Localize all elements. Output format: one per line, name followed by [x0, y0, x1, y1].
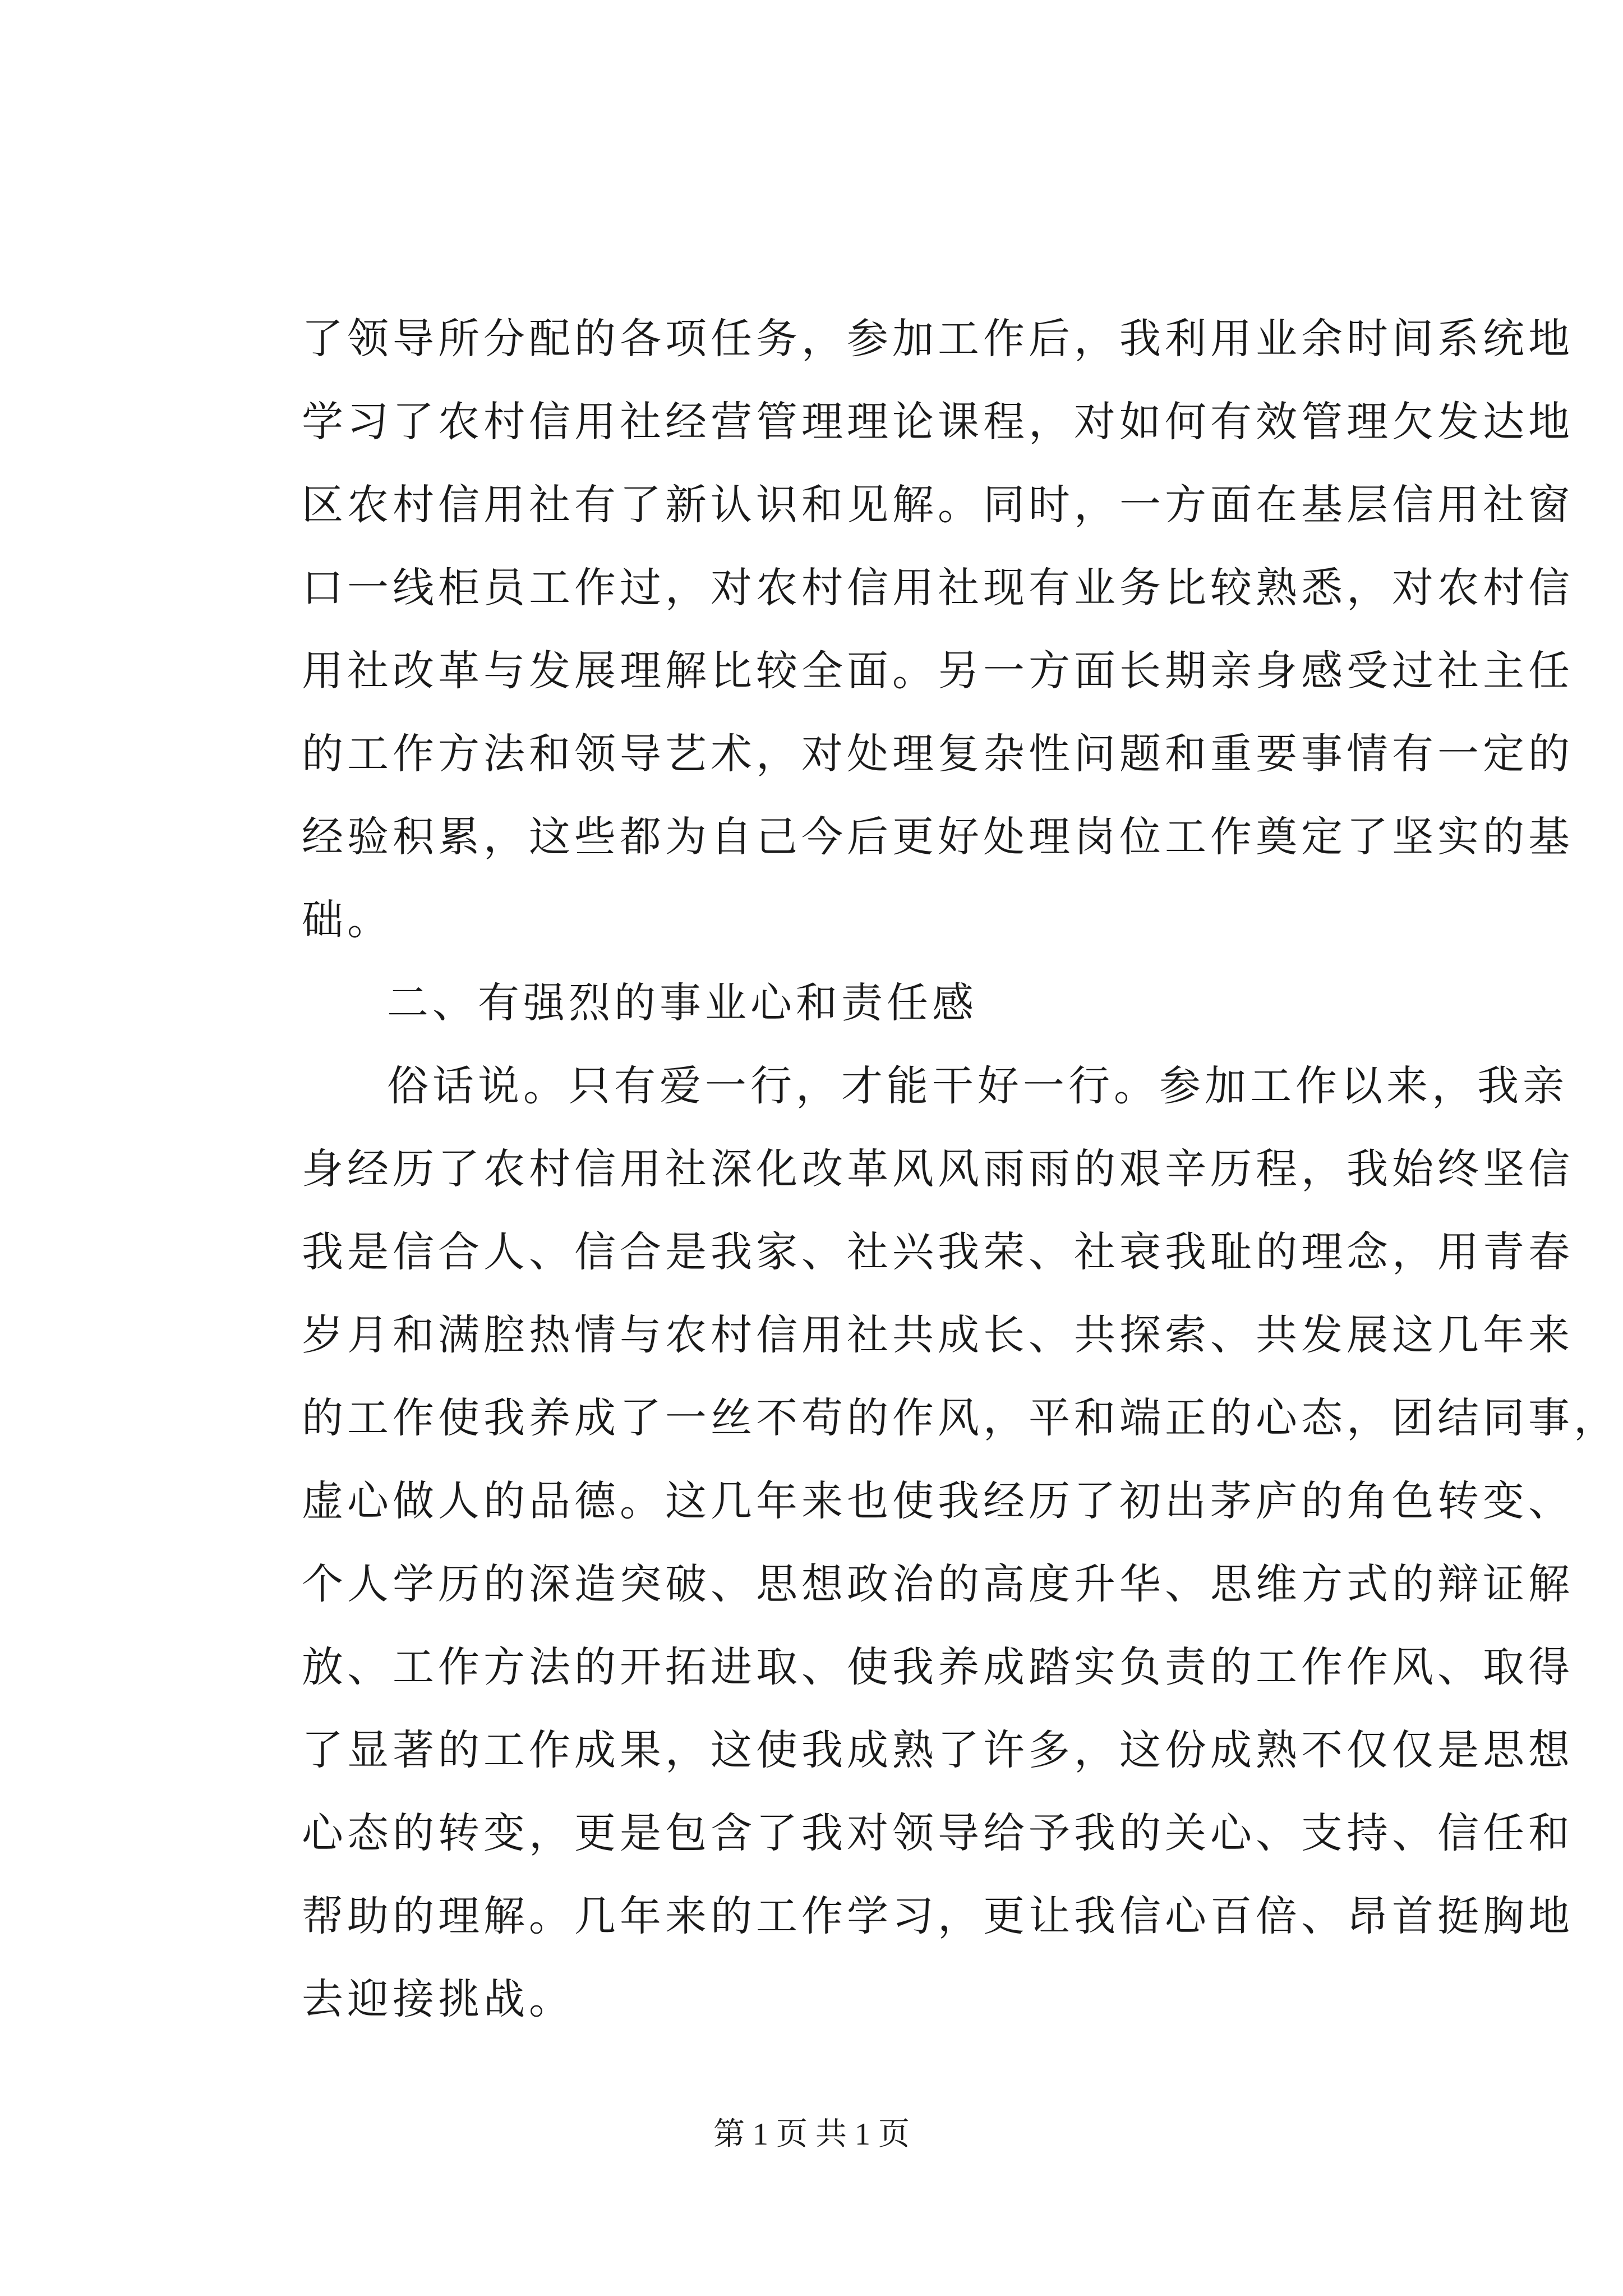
- text-line: 区农村信用社有了新认识和见解。同时，一方面在基层信用社窗: [302, 481, 1574, 529]
- text-line: 去迎接挑战。: [302, 1975, 574, 2023]
- body-text: [302, 297, 1619, 2041]
- text-line: 础。: [302, 896, 393, 944]
- section-heading: 二、有强烈的事业心和责任感: [387, 979, 978, 1027]
- text-line: 经验积累，这些都为自己今后更好处理岗位工作奠定了坚实的基: [302, 813, 1574, 861]
- text-line: 俗话说。只有爱一行，才能干好一行。参加工作以来，我亲: [387, 1062, 1568, 1110]
- text-line: 用社改革与发展理解比较全面。另一方面长期亲身感受过社主任: [302, 647, 1574, 695]
- page-number: 第 1 页 共 1 页: [713, 2117, 910, 2152]
- page-footer: [0, 2115, 1623, 2154]
- text-line: 个人学历的深造突破、思想政治的高度升华、思维方式的辩证解: [302, 1560, 1574, 1608]
- text-line: 的工作使我养成了一丝不苟的作风，平和端正的心态，团结同事，: [302, 1394, 1619, 1442]
- text-line: 的工作方法和领导艺术，对处理复杂性问题和重要事情有一定的: [302, 730, 1574, 778]
- text-line: 身经历了农村信用社深化改革风风雨雨的艰辛历程，我始终坚信: [302, 1145, 1574, 1193]
- text-line: 心态的转变，更是包含了我对领导给予我的关心、支持、信任和: [302, 1809, 1574, 1857]
- text-line: 岁月和满腔热情与农村信用社共成长、共探索、共发展这几年来: [302, 1311, 1574, 1359]
- text-line: 放、工作方法的开拓进取、使我养成踏实负责的工作作风、取得: [302, 1643, 1574, 1691]
- text-line: 帮助的理解。几年来的工作学习，更让我信心百倍、昂首挺胸地: [302, 1892, 1574, 1940]
- text-line: 了显著的工作成果，这使我成熟了许多，这份成熟不仅仅是思想: [302, 1726, 1574, 1774]
- text-line: 虚心做人的品德。这几年来也使我经历了初出茅庐的角色转变、: [302, 1477, 1574, 1525]
- text-line: 口一线柜员工作过，对农村信用社现有业务比较熟悉，对农村信: [302, 564, 1574, 612]
- text-line: 学习了农村信用社经营管理理论课程，对如何有效管理欠发达地: [302, 398, 1574, 446]
- text-line: 我是信合人、信合是我家、社兴我荣、社衰我耻的理念，用青春: [302, 1228, 1574, 1276]
- text-line: 了领导所分配的各项任务，参加工作后，我利用业余时间系统地: [302, 315, 1574, 363]
